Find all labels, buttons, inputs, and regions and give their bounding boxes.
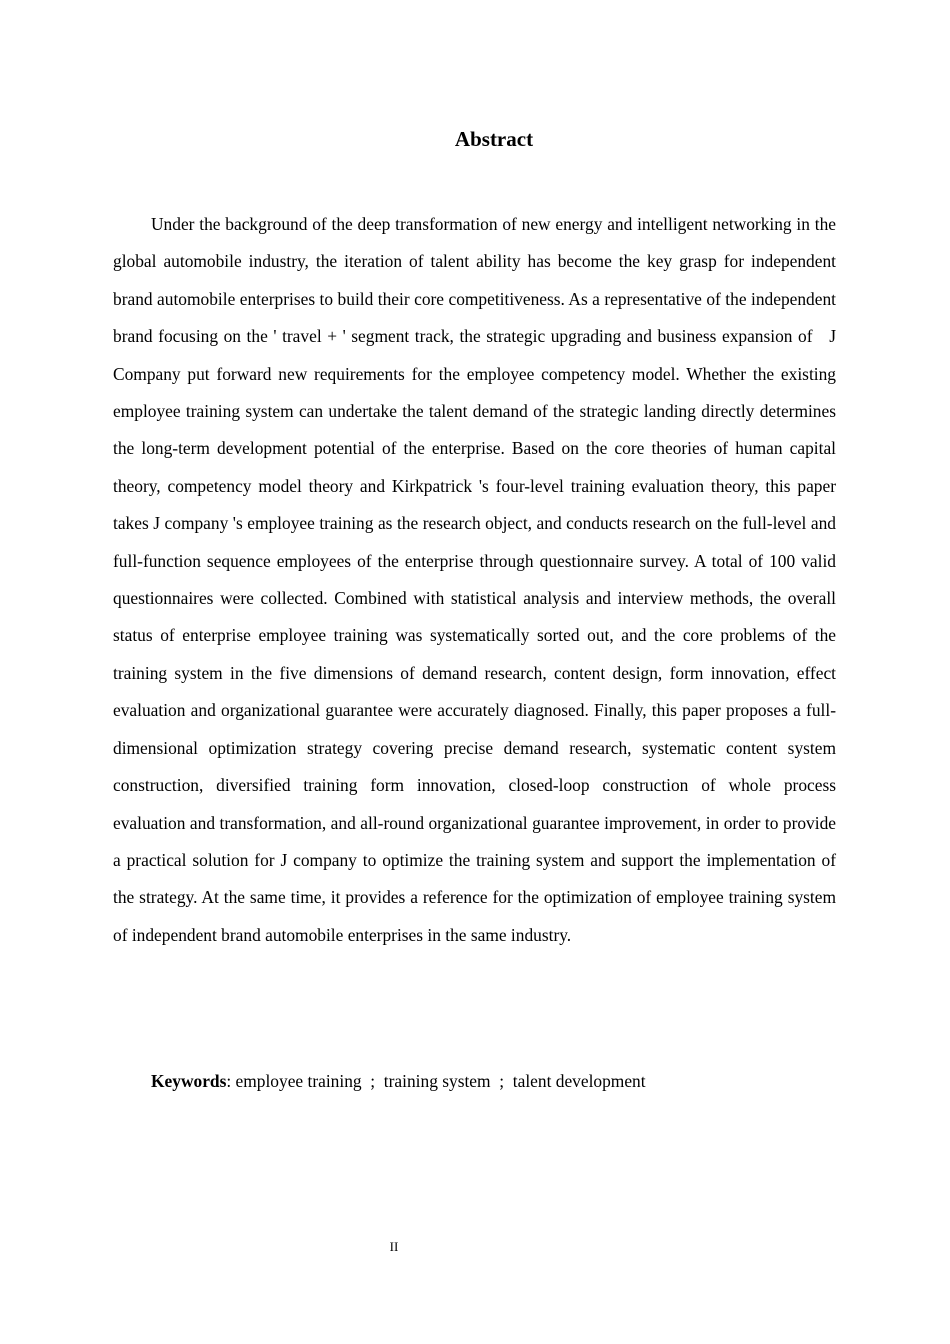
keywords-label: Keywords (151, 1071, 227, 1091)
abstract-body: Under the background of the deep transformation of new energy and intelligent networking in the global automobile industry, the iteration of talent ability has become the key grasp for independent brand automobile enterprises to build their core competitiveness. As a representative of the independent brand focusing on the ' travel + ' segment track, the strategic upgrading and business expansion of J Company put forward new requirements for the employee competency model. Whether the existing employee training system can undertake the talent demand of the strategic landing directly determines the long-term development potential of the enterprise. Based on the core theories of human capital theory, competency model theory and Kirkpatrick 's four-level training evaluation theory, this paper takes J company 's employee training as the research object, and conducts research on the full-level and full-function sequence employees of the enterprise through questionnaire survey. A total of 100 valid questionnaires were collected. Combined with statistical analysis and interview methods, the overall status of enterprise employee training was systematically sorted out, and the core problems of the training system in the five dimensions of demand research, content design, form innovation, effect evaluation and organizational guarantee were accurately diagnosed. Finally, this paper proposes a full-dimensional optimization strategy covering precise demand research, systematic content system construction, diversified training form innovation, closed-loop construction of whole process evaluation and transformation, and all-round organizational guarantee improvement, in order to provide a practical solution for J company to optimize the training system and support the implementation of the strategy. At the same time, it provides a reference for the optimization of employee training system of independent brand automobile enterprises in the same industry. (113, 214, 836, 945)
keywords-text: : employee training ; training system ; talent development (226, 1071, 646, 1091)
page-number: II (389, 1239, 399, 1254)
keywords-line (151, 1063, 836, 1100)
abstract-title: Abstract (454, 127, 534, 151)
